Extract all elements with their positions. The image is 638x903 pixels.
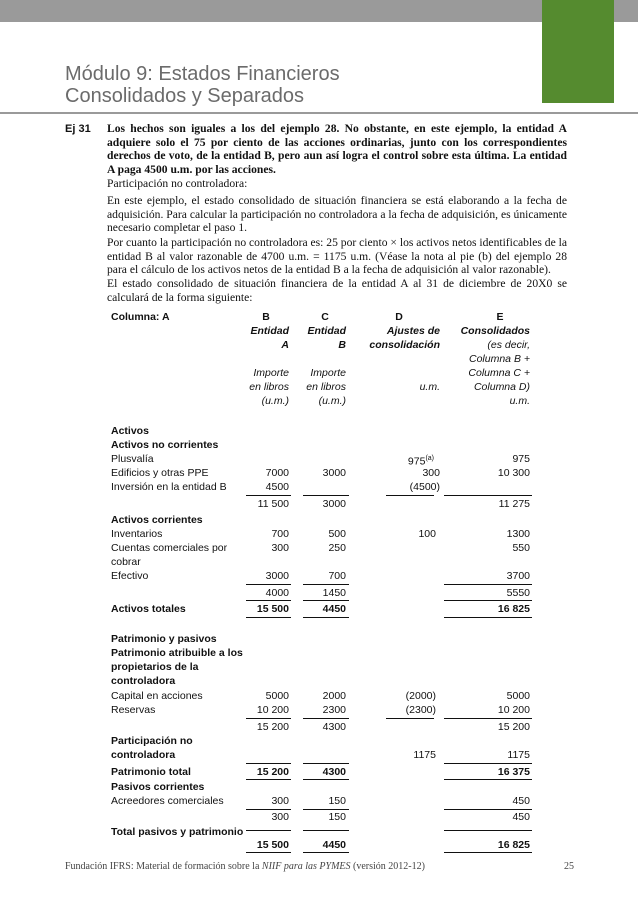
sub4-c: 150 [328,811,346,823]
header-b-line1: Entidad [250,325,289,337]
reservas-c: 2300 [322,704,346,716]
rule-end-c [303,852,349,853]
activos-tot-b: 15 500 [256,603,289,615]
paragraph-nci-calculation: Por cuanto la participación no controladora es: 25 por ciento × los activos netos identificables de la entidad B al valor razonable de 4700 u.m. = 1175 u.m. (Véase la nota al pie (b) del ejemplo 28 para el cálculo de los activos netos de la entidad B a la fecha de adquisición al valor razonable). [107,236,567,276]
sub3-c: 4300 [322,721,346,733]
rule-sub1-b [246,495,291,496]
rule-tot2-c [303,617,349,618]
example-label: Ej 31 [65,123,91,135]
activos-tot-c: 4450 [322,603,346,615]
acreedores-c: 150 [328,795,346,807]
sub4-e: 450 [512,811,530,823]
rule-ptot-c [303,779,349,780]
header-e-line5: Columna D) [473,381,530,393]
units-d: u.m. [419,381,440,393]
rule-final-e [444,830,532,831]
example-intro: Los hechos son iguales a los del ejemplo 28. No obstante, en este ejemplo, la entidad A adquiere solo el 75 por ciento de las acciones ordinarias, junto con los correspondientes derechos de voto, de la entidad B, pero aun así logra el control sobre esta última. La entidad A paga 4500 u.m. por las acciones. [107,122,567,176]
rule-sub1-d [386,495,434,496]
cuentas-c: 250 [328,542,346,554]
inventarios-b: 700 [271,528,289,540]
label-pnc-2: controladora [111,749,176,761]
pnc-d: 1175 [413,749,436,761]
units-c-2: en libros [306,381,346,393]
rule-sub2-c [303,584,349,585]
header-col-d: D [395,311,403,323]
capital-b: 5000 [265,690,289,702]
header-c-line1: Entidad [307,325,346,337]
label-patr-atrib-1: Patrimonio atribuible a los [111,647,243,659]
header-e-line1: Consolidados [460,325,530,337]
efectivo-c: 700 [328,570,346,582]
label-activos-corrientes: Activos corrientes [111,514,203,526]
sub2-b: 4000 [265,587,289,599]
sub2-e: 5550 [506,587,530,599]
label-activos: Activos [111,425,149,437]
sub3-b: 15 200 [256,721,289,733]
label-activos-no-corrientes: Activos no corrientes [111,439,219,451]
label-total-pasivos-patrimonio: Total pasivos y patrimonio [111,826,244,838]
inversion-d: (4500) [409,481,440,493]
cuentas-b: 300 [271,542,289,554]
patr-tot-b: 15 200 [256,766,289,778]
total-b: 15 500 [256,839,289,851]
paragraph-acquisition-date: En este ejemplo, el estado consolidado de situación financiera se está elaborando a la fecha de adquisición. Para calcular la participación no controladora a la fecha de adquisición, es únicamente necesario completar el paso 1. [107,194,567,234]
sub1-b: 11 500 [257,498,289,510]
header-d-line1: Ajustes de [386,325,440,337]
rule-tot-c [303,600,349,601]
units-c-1: Importe [310,367,346,379]
rule-final-b [246,830,291,831]
label-reservas: Reservas [111,704,156,716]
header-col-a: Columna: A [111,311,170,323]
rule-tot-e [444,600,532,601]
footer-text-italic: NIIF para las PYMES [261,861,351,872]
rule-sub3-d [386,718,434,719]
header-c-line2: B [338,339,346,351]
edificios-c: 3000 [322,467,346,479]
rule-end-b [246,852,291,853]
label-pnc-1: Participación no [111,735,193,747]
cuentas-e: 550 [512,542,530,554]
edificios-b: 7000 [265,467,289,479]
label-patr-atrib-3: controladora [111,675,176,687]
header-col-c: C [321,311,329,323]
rule-sub3-b [246,718,291,719]
label-patrimonio-total: Patrimonio total [111,766,191,778]
plusvalia-e: 975 [512,453,530,465]
header-d-line2: consolidación [369,339,440,351]
patr-tot-c: 4300 [322,766,346,778]
rule-sub1-c [303,495,349,496]
label-efectivo: Efectivo [111,570,149,582]
label-cuentas-1: Cuentas comerciales por [111,542,228,554]
title-line-2: Consolidados y Separados [65,85,305,107]
acreedores-b: 300 [271,795,289,807]
page-footer [65,861,425,872]
label-patr-atrib-2: propietarios de la [111,661,199,673]
label-edificios: Edificios y otras PPE [111,467,209,479]
paragraph-nci-heading: Participación no controladora: [107,177,248,190]
inventarios-c: 500 [328,528,346,540]
units-c-3: (u.m.) [318,395,346,407]
total-e: 16 825 [497,839,530,851]
label-patrimonio-pasivos: Patrimonio y pasivos [111,633,217,645]
rule-ptot-e [444,779,532,780]
rule-sub3-c [303,718,349,719]
acreedores-e: 450 [512,795,530,807]
footer-text-post: (versión 2012-12) [350,861,425,872]
activos-tot-e: 16 825 [497,603,530,615]
rule-tot2-e [444,617,532,618]
header-col-b: B [262,311,270,323]
capital-e: 5000 [506,690,530,702]
label-cuentas-2: cobrar [111,556,141,568]
units-e: u.m. [509,395,530,407]
pnc-e: 1175 [507,749,530,761]
paragraph-statement-intro: El estado consolidado de situación financiera de la entidad A al 31 de diciembre de 20X0 se calculará de la forma siguiente: [107,277,567,304]
rule-sub1-e [444,495,532,496]
sub2-c: 1450 [322,587,346,599]
rule-end-e [444,852,532,853]
units-b-3: (u.m.) [261,395,289,407]
header-e-line3: Columna B + [469,353,530,365]
title-divider [0,112,638,114]
units-b-1: Importe [253,367,289,379]
rule-sub2-b [246,584,291,585]
capital-d: (2000) [405,690,436,702]
label-pasivos-corrientes: Pasivos corrientes [111,781,205,793]
rule-ptot-b [246,779,291,780]
sub4-b: 300 [271,811,289,823]
page-title [65,63,340,107]
units-b-2: en libros [249,381,289,393]
label-activos-totales: Activos totales [111,603,186,615]
label-inventarios: Inventarios [111,528,163,540]
label-capital: Capital en acciones [111,690,203,702]
rule-sub2-e [444,584,532,585]
efectivo-b: 3000 [265,570,289,582]
header-col-e: E [496,311,504,323]
rule-pnc-b [246,763,291,764]
reservas-d: (2300) [405,704,436,716]
sub1-e: 11 275 [498,498,530,510]
rule-sub3-e [444,718,532,719]
title-line-1: Módulo 9: Estados Financieros [65,63,340,85]
label-acreedores: Acreedores comerciales [111,795,224,807]
total-c: 4450 [322,839,346,851]
header-b-line2: A [281,339,289,351]
reservas-b: 10 200 [256,704,289,716]
inversion-b: 4500 [265,481,289,493]
rule-tot-b [246,600,291,601]
rule-pnc-e [444,763,532,764]
edificios-e: 10 300 [497,467,530,479]
patr-tot-e: 16 375 [497,766,530,778]
green-accent-block [542,0,614,103]
label-plusvalia: Plusvalía [111,453,154,465]
footer-text-pre: Fundación IFRS: Material de formación sobre la [65,861,262,872]
footnote-a: (a) [425,455,434,462]
sub1-c: 3000 [322,498,346,510]
inventarios-d: 100 [418,528,436,540]
efectivo-e: 3700 [506,570,530,582]
page-number: 25 [564,861,574,872]
header-e-line4: Columna C + [468,367,530,379]
capital-c: 2000 [322,690,346,702]
rule-tot2-b [246,617,291,618]
header-e-line2: (es decir, [487,339,530,351]
reservas-e: 10 200 [497,704,530,716]
sub3-e: 15 200 [497,721,530,733]
rule-final-c [303,830,349,831]
label-inversion: Inversión en la entidad B [111,481,227,493]
rule-pnc-c [303,763,349,764]
edificios-d: 300 [422,467,440,479]
inventarios-e: 1300 [506,528,530,540]
plusvalia-d: 975$^{(a)}$ [407,455,434,468]
